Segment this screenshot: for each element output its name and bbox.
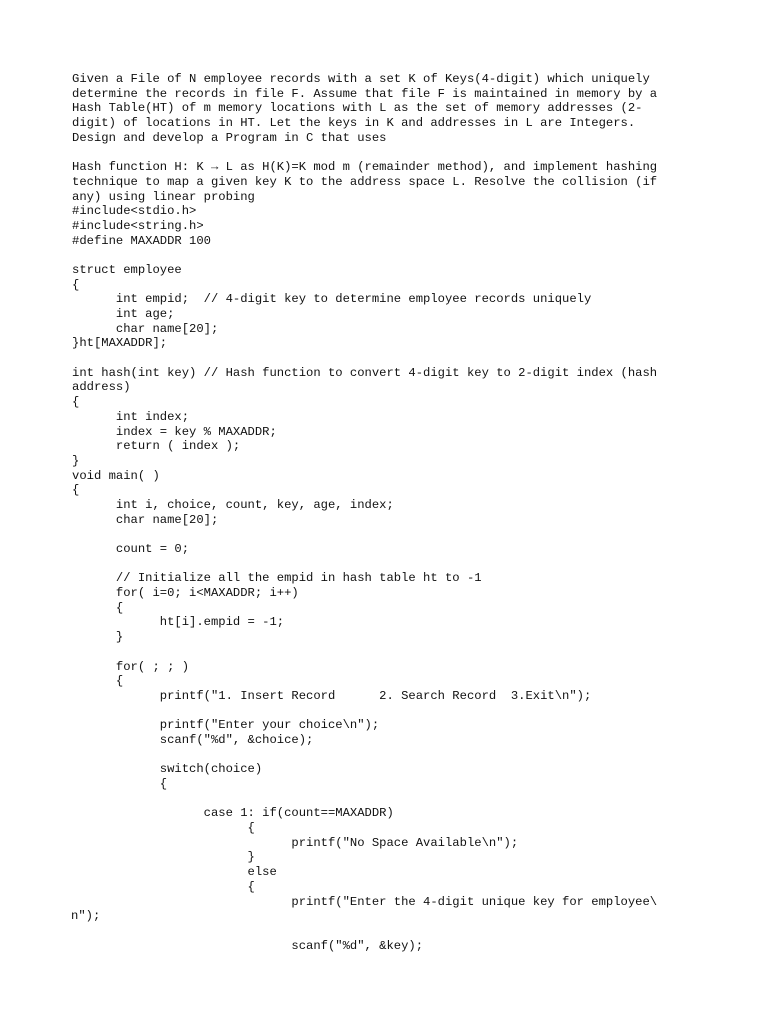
code-line: int hash(int key) // Hash function to convert 4-digit key to 2-digit index (hash: [72, 365, 658, 380]
code-line: {: [72, 600, 124, 615]
code-line: }ht[MAXADDR];: [72, 336, 168, 351]
code-line: {: [72, 277, 80, 292]
code-line: #include<string.h>: [72, 218, 204, 233]
code-line: int empid; // 4-digit key to determine employee records uniquely: [72, 292, 592, 307]
blank-line: [72, 924, 712, 939]
blank-line: [72, 527, 712, 542]
text-line: Given a File of N employee records with a set K of Keys(4-digit) which uniquely: [72, 72, 650, 86]
code-line: count = 0;: [72, 542, 190, 556]
code-line: for( i=0; i<MAXADDR; i++): [72, 586, 299, 601]
code-line: scanf("%d", &key);: [72, 938, 424, 953]
code-line: }: [72, 453, 80, 468]
text-line: Design and develop a Program in C that uses: [72, 130, 387, 145]
code-line: int i, choice, count, key, age, index;: [72, 497, 394, 512]
code-line: char name[20];: [72, 321, 219, 336]
code-line: printf("Enter the 4-digit unique key for employee\: [72, 894, 658, 909]
code-line: #include<stdio.h>: [72, 204, 197, 219]
code-line: printf("1. Insert Record 2. Search Record 3.Exit\n");: [72, 688, 592, 703]
code-line: printf("Enter your choice\n");: [72, 718, 380, 733]
blank-line: [72, 704, 712, 719]
code-line: {: [72, 483, 80, 498]
text-line: Hash Table(HT) of m memory locations with L as the set of memory addresses (2-: [72, 101, 643, 116]
text-line: Hash function H: K → L as H(K)=K mod m (remainder method), and implement hashing: [72, 160, 658, 175]
text-line: technique to map a given key K to the address space L. Resolve the collision (if: [72, 174, 658, 189]
code-line: {: [72, 674, 124, 689]
code-line: }: [72, 850, 255, 865]
text-line: digit) of locations in HT. Let the keys in K and addresses in L are Integers.: [72, 116, 636, 131]
code-line: address): [72, 380, 131, 395]
blank-line: [72, 645, 712, 660]
code-line: ht[i].empid = -1;: [72, 615, 285, 630]
blank-line: [72, 351, 712, 366]
code-line: {: [72, 821, 255, 836]
code-line: #define MAXADDR 100: [72, 233, 211, 248]
code-line: {: [72, 777, 168, 791]
code-line: // Initialize all the empid in hash table ht to -1: [72, 571, 482, 586]
code-line: int index;: [72, 409, 190, 424]
code-line: struct employee: [72, 262, 182, 277]
code-line: {: [72, 395, 80, 410]
code-line: index = key % MAXADDR;: [72, 424, 277, 439]
code-line: {: [72, 879, 255, 894]
code-line: }: [72, 630, 124, 645]
code-line: for( ; ; ): [72, 659, 190, 674]
blank-line: [72, 748, 712, 763]
code-line: scanf("%d", &choice);: [72, 732, 314, 747]
code-line: void main( ): [72, 468, 160, 483]
code-line: case 1: if(count==MAXADDR): [72, 806, 394, 821]
blank-line: [72, 145, 712, 160]
text-line: any) using linear probing: [72, 189, 255, 204]
blank-line: [72, 557, 712, 572]
code-line: return ( index );: [72, 439, 241, 454]
code-line: int age;: [72, 307, 175, 321]
code-line: else: [72, 865, 277, 880]
blank-line: [72, 248, 712, 263]
blank-line: [72, 792, 712, 807]
code-line: char name[20];: [72, 512, 219, 527]
code-line: printf("No Space Available\n");: [72, 835, 519, 850]
code-line: n");: [71, 909, 101, 924]
code-line: switch(choice): [72, 762, 263, 777]
text-line: determine the records in file F. Assume that file F is maintained in memory by a: [72, 86, 658, 101]
document-page: [72, 72, 712, 953]
